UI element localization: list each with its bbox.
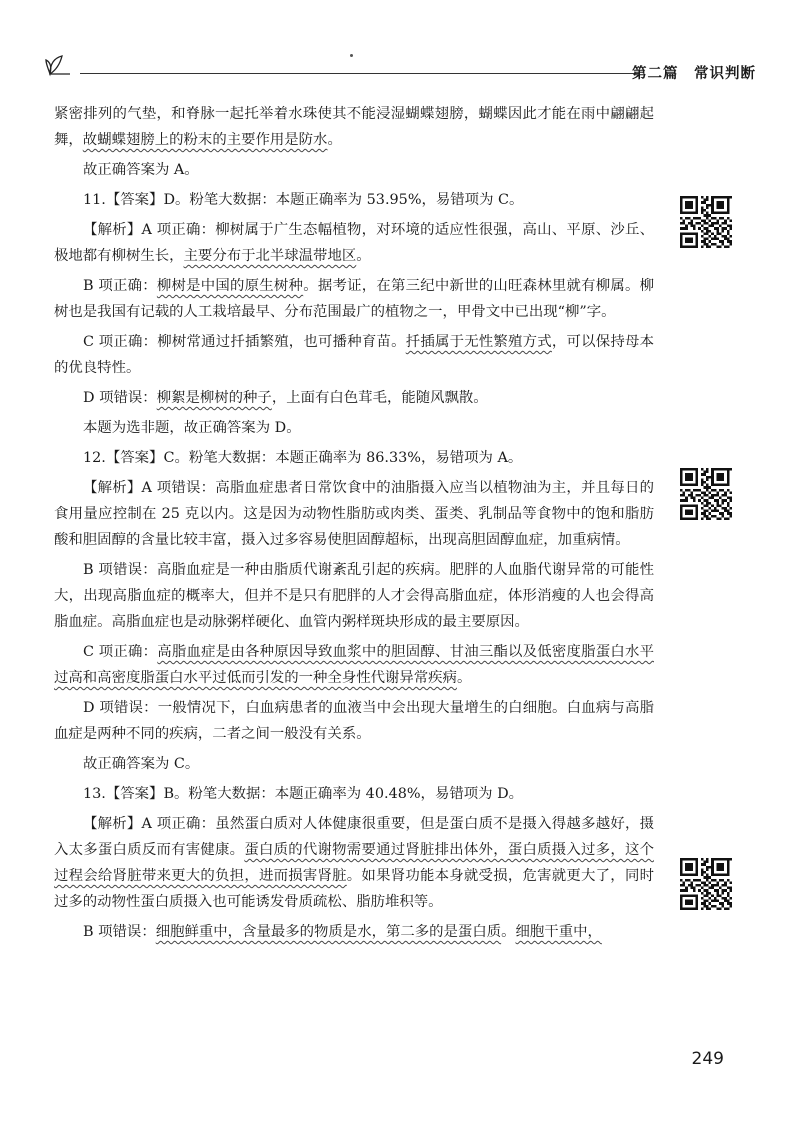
paragraph bbox=[54, 101, 654, 153]
text-segment: B 项错误：高脂血症是一种由脂质代谢紊乱引起的疾病。肥胖的人血脂代谢异常的可能性大，出现高脂血症的概率大，但并不是只有肥胖的人才会得高脂血症，体形消瘦的人也会得高脂血症。高脂血症也是动脉粥样硬化、血管内粥样斑块形成的最主要原因。 bbox=[54, 562, 654, 630]
paragraph bbox=[54, 187, 654, 213]
text-segment: 。 bbox=[356, 248, 371, 264]
text-segment: C 项正确： bbox=[83, 644, 158, 660]
paragraph bbox=[54, 157, 654, 183]
underlined-key-point: 高脂血症是由各种原因导致血浆中的胆固醇、甘油三酯以及低密度脂蛋白水平过高和高密度脂蛋白水平过低而引发的一种全身性代谢异常疾病 bbox=[54, 644, 654, 686]
paragraph bbox=[54, 273, 654, 325]
text-segment: 【解析】A 项错误：高脂血症患者日常饮食中的油脂摄入应当以植物油为主，并且每日的食用量应控制在 25 克以内。这是因为动物性脂肪或肉类、蛋类、乳制品等食物中的饱和脂肪酸和胆固醇的含量比较丰富，摄入过多容易使胆固醇超标，出现高胆固醇血症，加重病情。 bbox=[54, 480, 654, 548]
text-segment: 。如果肾功能本身就受损，危害就更大了，同时过多的动物性蛋白质摄入也可能诱发骨质疏松、脂肪堆积等。 bbox=[54, 868, 654, 910]
underlined-key-point: 柳树是中国的原生树种 bbox=[156, 278, 304, 294]
text-segment: 12.【答案】C。粉笔大数据：本题正确率为 86.33%，易错项为 A。 bbox=[83, 450, 523, 466]
text-segment: 11.【答案】D。粉笔大数据：本题正确率为 53.95%，易错项为 C。 bbox=[83, 192, 524, 208]
underlined-key-point: 主要分布于北半球温带地区 bbox=[183, 248, 357, 264]
header-dot bbox=[350, 54, 353, 57]
text-segment: ，可以保持母本的优良特性。 bbox=[54, 334, 654, 376]
paragraph bbox=[54, 751, 654, 777]
text-segment: 13.【答案】B。粉笔大数据：本题正确率为 40.48%，易错项为 D。 bbox=[83, 786, 524, 802]
text-segment: 紧密排列的气垫，和脊脉一起托举着水珠使其不能浸湿蝴蝶翅膀，蝴蝶因此才能在雨中翩翩起舞， bbox=[54, 106, 654, 148]
section-title: 第二篇 常识判断 bbox=[632, 66, 756, 82]
text-segment: 。 bbox=[327, 132, 342, 148]
header-rule bbox=[80, 73, 640, 74]
text-segment: 。 bbox=[456, 670, 472, 686]
underlined-key-point: 蛋白质的代谢物需要通过肾脏排出体外，蛋白质摄入过多，这个过程会给肾脏带来更大的负担，进而损害肾脏 bbox=[54, 842, 654, 884]
qr-code-icon[interactable] bbox=[680, 196, 732, 248]
underlined-key-point: 细胞干重中， bbox=[515, 924, 602, 940]
text-segment: D 项错误： bbox=[83, 390, 157, 406]
paragraph bbox=[54, 919, 654, 945]
paragraph bbox=[54, 695, 654, 747]
page-number: 249 bbox=[691, 1049, 724, 1069]
paragraph bbox=[54, 217, 654, 269]
paragraph bbox=[54, 415, 654, 441]
text-segment: 本题为选非题，故正确答案为 D。 bbox=[83, 420, 301, 436]
text-segment: 。据考证，在第三纪中新世的山旺森林里就有柳属。柳树也是我国有记载的人工栽培最早、分布范围最广的植物之一，甲骨文中已出现“柳”字。 bbox=[54, 278, 654, 320]
paragraph bbox=[54, 781, 654, 807]
text-segment: C 项正确：柳树常通过扦插繁殖，也可播种育苗。 bbox=[83, 334, 406, 350]
text-segment: 【解析】A 项正确：柳树属于广生态幅植物，对环境的适应性很强，高山、平原、沙丘、极地都有柳树生长， bbox=[54, 222, 654, 264]
page-header bbox=[40, 52, 760, 86]
paragraph bbox=[54, 639, 654, 691]
underlined-key-point: 柳絮是柳树的种子 bbox=[156, 390, 272, 406]
underlined-key-point: 细胞鲜重中，含量最多的物质是水，第二多的是蛋白质 bbox=[155, 924, 502, 940]
text-segment: 【解析】A 项正确：虽然蛋白质对人体健康很重要，但是蛋白质不是摄入得越多越好，摄入太多蛋白质反而有害健康。 bbox=[54, 816, 654, 858]
paragraph bbox=[54, 811, 654, 915]
qr-code-icon[interactable] bbox=[680, 858, 732, 910]
text-segment: B 项正确： bbox=[83, 278, 157, 294]
text-segment: 故正确答案为 A。 bbox=[83, 162, 199, 178]
text-segment: B 项错误： bbox=[83, 924, 156, 940]
paragraph bbox=[54, 445, 654, 471]
paragraph bbox=[54, 475, 654, 553]
paragraph bbox=[54, 385, 654, 411]
text-segment: 。 bbox=[501, 924, 516, 940]
leaf-icon bbox=[44, 52, 74, 82]
text-segment: ，上面有白色茸毛，能随风飘散。 bbox=[271, 390, 488, 406]
text-segment: D 项错误：一般情况下，白血病患者的血液当中会出现大量增生的白细胞。白血病与高脂血症是两种不同的疾病，二者之间一般没有关系。 bbox=[54, 700, 654, 742]
text-segment: 故正确答案为 C。 bbox=[83, 756, 200, 772]
qr-code-icon[interactable] bbox=[680, 468, 732, 520]
paragraph bbox=[54, 557, 654, 635]
answer-explanations bbox=[54, 101, 654, 945]
underlined-key-point: 扦插属于无性繁殖方式 bbox=[405, 334, 552, 350]
underlined-key-point: 故蝴蝶翅膀上的粉末的主要作用是防水 bbox=[82, 132, 328, 148]
paragraph bbox=[54, 329, 654, 381]
